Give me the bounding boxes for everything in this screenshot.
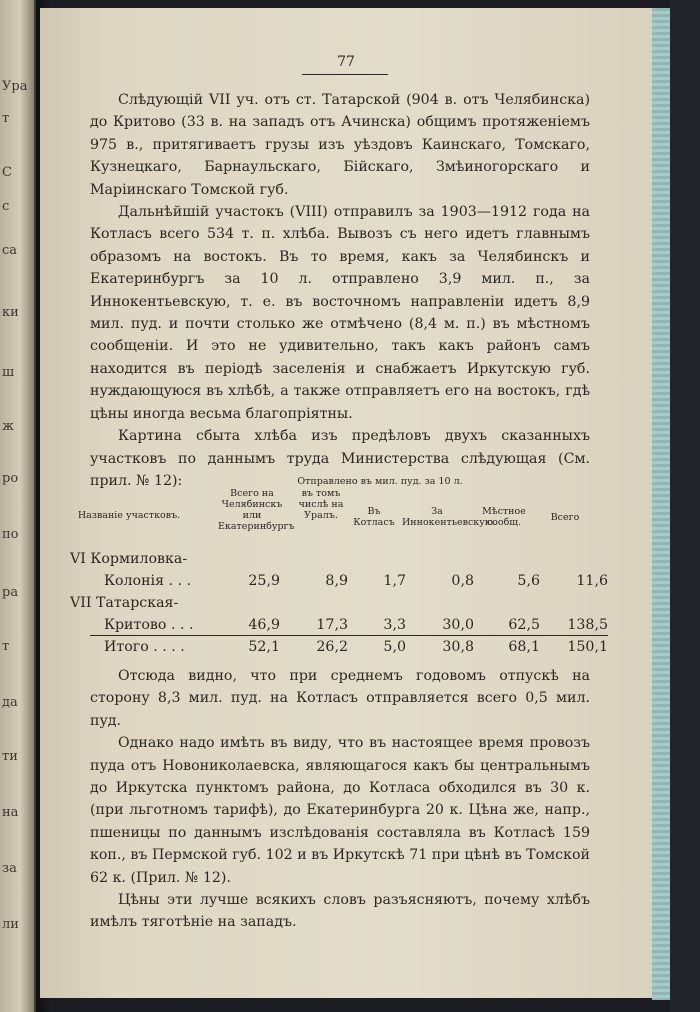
cell-c5: 5,6 [517, 573, 540, 589]
left-page-text: т [2, 639, 10, 654]
page-number: 77 [337, 54, 355, 70]
body-text-bottom [90, 665, 590, 934]
paragraph: Однако надо имѣть въ виду, что въ настоящее время провозъ пуда отъ Новониколаевска, являющагося какъ бы центральнымъ до Иркутска пунктомъ района, до Котласа обходился въ 30 к. (при льготномъ тарифѣ), до Екатеринбурга 20 к. Цѣна же, напр., пшеницы по даннымъ изслѣдованія составляла въ Котласѣ 159 коп., въ Пермской губ. 102 и въ Иркутскѣ 71 при цѣнѣ въ Томской 62 к. (Прил. № 12). [90, 735, 590, 886]
left-page-text: С [2, 165, 12, 180]
left-page-text: за [2, 861, 17, 876]
left-page-text: по [2, 527, 19, 542]
header-c2: въ томъ числѣ на Уралъ. [298, 488, 344, 521]
cell-c5: 68,1 [508, 639, 540, 655]
header-c4: За Иннокентьевскую. [402, 506, 497, 528]
page-number-rule [302, 74, 388, 75]
left-page-text: т [2, 111, 10, 126]
row-name: Итого . . . . [104, 639, 185, 655]
cell-c6: 138,5 [567, 617, 608, 633]
cell-c2: 26,2 [316, 639, 348, 655]
body-text-top [90, 89, 590, 492]
table-row [70, 570, 610, 592]
row-name: Критово . . . [104, 617, 194, 633]
book-cover-edge [670, 0, 700, 1012]
left-page-text: ш [2, 365, 15, 380]
table-header [70, 476, 610, 546]
cell-c4: 30,0 [442, 617, 474, 633]
header-c5: Мѣстное сообщ. [482, 506, 526, 528]
left-page-text: с [2, 199, 10, 214]
data-table [70, 476, 610, 658]
page-edge-marbled [652, 8, 670, 1000]
paragraph: Картина сбыта хлѣба изъ предѣловъ двухъ сказанныхъ участковъ по даннымъ труда Министерства слѣдующая (См. прил. № 12): [90, 428, 590, 489]
cell-c6: 11,6 [576, 573, 608, 589]
cell-c5: 62,5 [508, 617, 540, 633]
cell-c3: 1,7 [383, 573, 406, 589]
cell-c3: 5,0 [383, 639, 406, 655]
left-page-text: да [2, 695, 18, 710]
left-page-text: ки [2, 305, 19, 320]
paragraph: Дальнѣйшій участокъ (VIII) отправилъ за 1903—1912 года на Котласъ всего 534 т. п. хлѣба. Вывозъ съ него идетъ главнымъ образомъ на востокъ. Въ то время, какъ за Челябинскъ и Екатеринбургъ за 10 л. отправлено 3,9 мил. п., за Иннокентьевскую, т. е. въ восточномъ направленіи идетъ 8,9 мил. пуд. и почти столько же отмѣчено (8,4 м. п.) въ мѣстномъ сообщеніи. И это не удивительно, такъ какъ районъ самъ находится въ періодѣ заселенія и снабжаетъ Иркутскую губ. нуждающуюся въ хлѣбѣ, а также отправляетъ его на востокъ, гдѣ цѣны иногда весьма благопріятны. [90, 204, 590, 422]
table-group-title [70, 548, 610, 570]
book-page [40, 8, 652, 998]
row-name: Колонія . . . [104, 573, 192, 589]
header-c1: Всего на Челябинскъ или Екатеринбургъ [218, 488, 295, 532]
cell-c6: 150,1 [567, 639, 608, 655]
paragraph: Отсюда видно, что при среднемъ годовомъ отпускѣ на сторону 8,3 мил. пуд. на Котласъ отправляется всего 0,5 мил. пуд. [90, 668, 590, 729]
cell-c1: 46,9 [248, 617, 280, 633]
cell-c2: 17,3 [316, 617, 348, 633]
left-page-text: ти [2, 749, 18, 764]
left-page-text: са [2, 243, 18, 258]
left-page-text: ра [2, 585, 19, 600]
cell-c4: 30,8 [442, 639, 474, 655]
cell-c4: 0,8 [451, 573, 474, 589]
table-total-row [70, 636, 610, 658]
paragraph: Слѣдующій VII уч. отъ ст. Татарской (904 в. отъ Челябинска) до Критово (33 в. на западъ отъ Ачинска) общимъ протяженіемъ 975 в., притягиваетъ грузы изъ уѣздовъ Каинскаго, Томскаго, Кузнецкаго, Барнаульскаго, Бійскаго, Змѣиногорскаго и Маріинскаго Томской губ. [90, 92, 590, 198]
header-c3: Въ Котласъ [353, 506, 395, 528]
group-title: VII Татарская- [70, 595, 179, 611]
left-page-text: ли [2, 917, 19, 932]
table-group-title [70, 592, 610, 614]
table-row [70, 614, 610, 636]
cell-c2: 8,9 [325, 573, 348, 589]
cell-c3: 3,3 [383, 617, 406, 633]
left-page-text: на [2, 805, 19, 820]
left-page-text: ж [2, 419, 14, 434]
cell-c1: 25,9 [248, 573, 280, 589]
header-span-label: Отправлено въ мил. пуд. за 10 л. [297, 476, 463, 487]
left-page-text: ро [2, 471, 19, 486]
header-c6: Всего [550, 512, 580, 523]
group-title: VI Кормиловка- [70, 551, 188, 567]
left-page-fragment [0, 0, 36, 1012]
paragraph: Цѣны эти лучше всякихъ словъ разъясняютъ, почему хлѣбъ имѣлъ тяготѣніе на западъ. [90, 892, 590, 931]
left-page-text: Ура [2, 79, 28, 94]
cell-c1: 52,1 [248, 639, 280, 655]
header-name: Названіе участковъ. [77, 510, 181, 521]
